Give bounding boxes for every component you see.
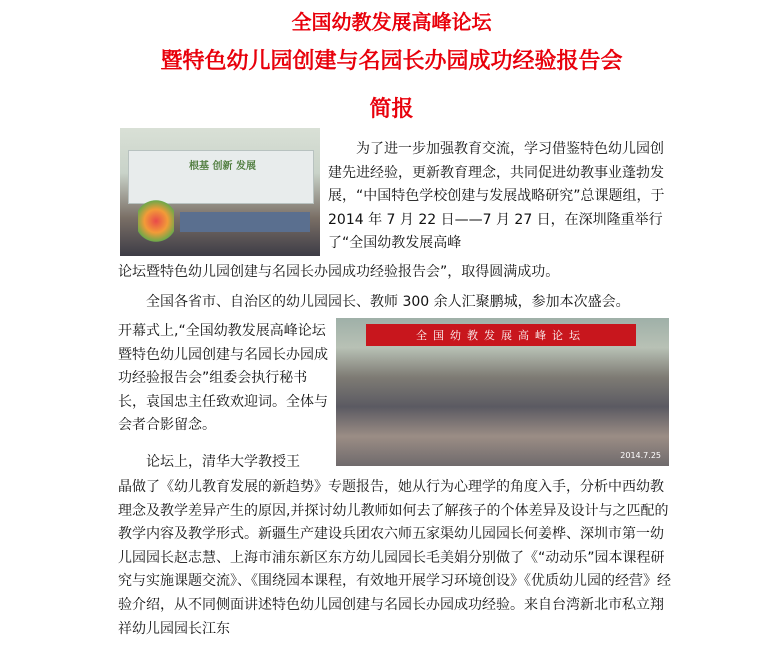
report-title-line2: 暨特色幼儿园创建与名园长办园成功经验报告会 — [160, 49, 623, 74]
report-title-line3: 简报 — [369, 97, 414, 122]
paragraph-forum-head: 论坛上，清华大学教授王 — [146, 454, 300, 470]
photo-date-stamp: 2014.7.25 — [620, 451, 661, 460]
meeting-photo-banner — [128, 150, 314, 204]
paragraph-intro-tail: 论坛暨特色幼儿园创建与名园长办园成功经验报告会”，取得圆满成功。 — [118, 264, 560, 280]
podium-table — [180, 212, 310, 232]
paragraph-opening: 开幕式上,“全国幼教发展高峰论坛暨特色幼儿园创建与名园长办园成功经验报告会”组委会执行秘书长，袁国忠主任致欢迎词。全体与会者合影留念。 — [118, 323, 328, 434]
paragraph-attendees: 全国各省市、自治区的幼儿园园长、教师 300 余人汇聚鹏城，参加本次盛会。 — [146, 294, 630, 310]
meeting-photo — [120, 128, 320, 256]
paragraph-forum-body: 晶做了《幼儿教育发展的新趋势》专题报告，她从行为心理学的角度入手，分析中西幼教理念及教学差异产生的原因,并探讨幼儿教师如何去了解孩子的个体差异及设计与之匹配的教学内容及教学形式。新疆生产建设兵团农六师五家渠幼儿园园长何姜桦、深圳市第一幼儿园园长赵志慧、上海市浦东新区东方幼儿园园长毛美娟分别做了《“动动乐”园本课程研究与实施课题交流》、《围绕园本课程，有效地开展学习环境创设》《优质幼儿园的经营》经验介绍，从不同侧面讲述特色幼儿园创建与名园长办园成功经验。来自台湾新北市私立翔祥幼儿园园长江东 — [118, 479, 671, 637]
group-photo — [336, 318, 669, 466]
group-banner-text: 全国幼教发展高峰论坛 — [416, 329, 586, 342]
meeting-banner-text: 根基 创新 发展 — [189, 161, 256, 172]
group-photo-banner — [366, 324, 636, 346]
paragraph-intro: 为了进一步加强教育交流，学习借鉴特色幼儿园创建先进经验，更新教育理念，共同促进幼教事业蓬勃发展，“中国特色学校创建与发展战略研究”总课题组，于 2014 年 7 月 22 日——7 月 27 日，在深圳隆重举行了“全国幼教发展高峰 — [328, 141, 665, 252]
report-title-line1: 全国幼教发展高峰论坛 — [291, 10, 492, 34]
flower-arrangement — [138, 198, 174, 244]
